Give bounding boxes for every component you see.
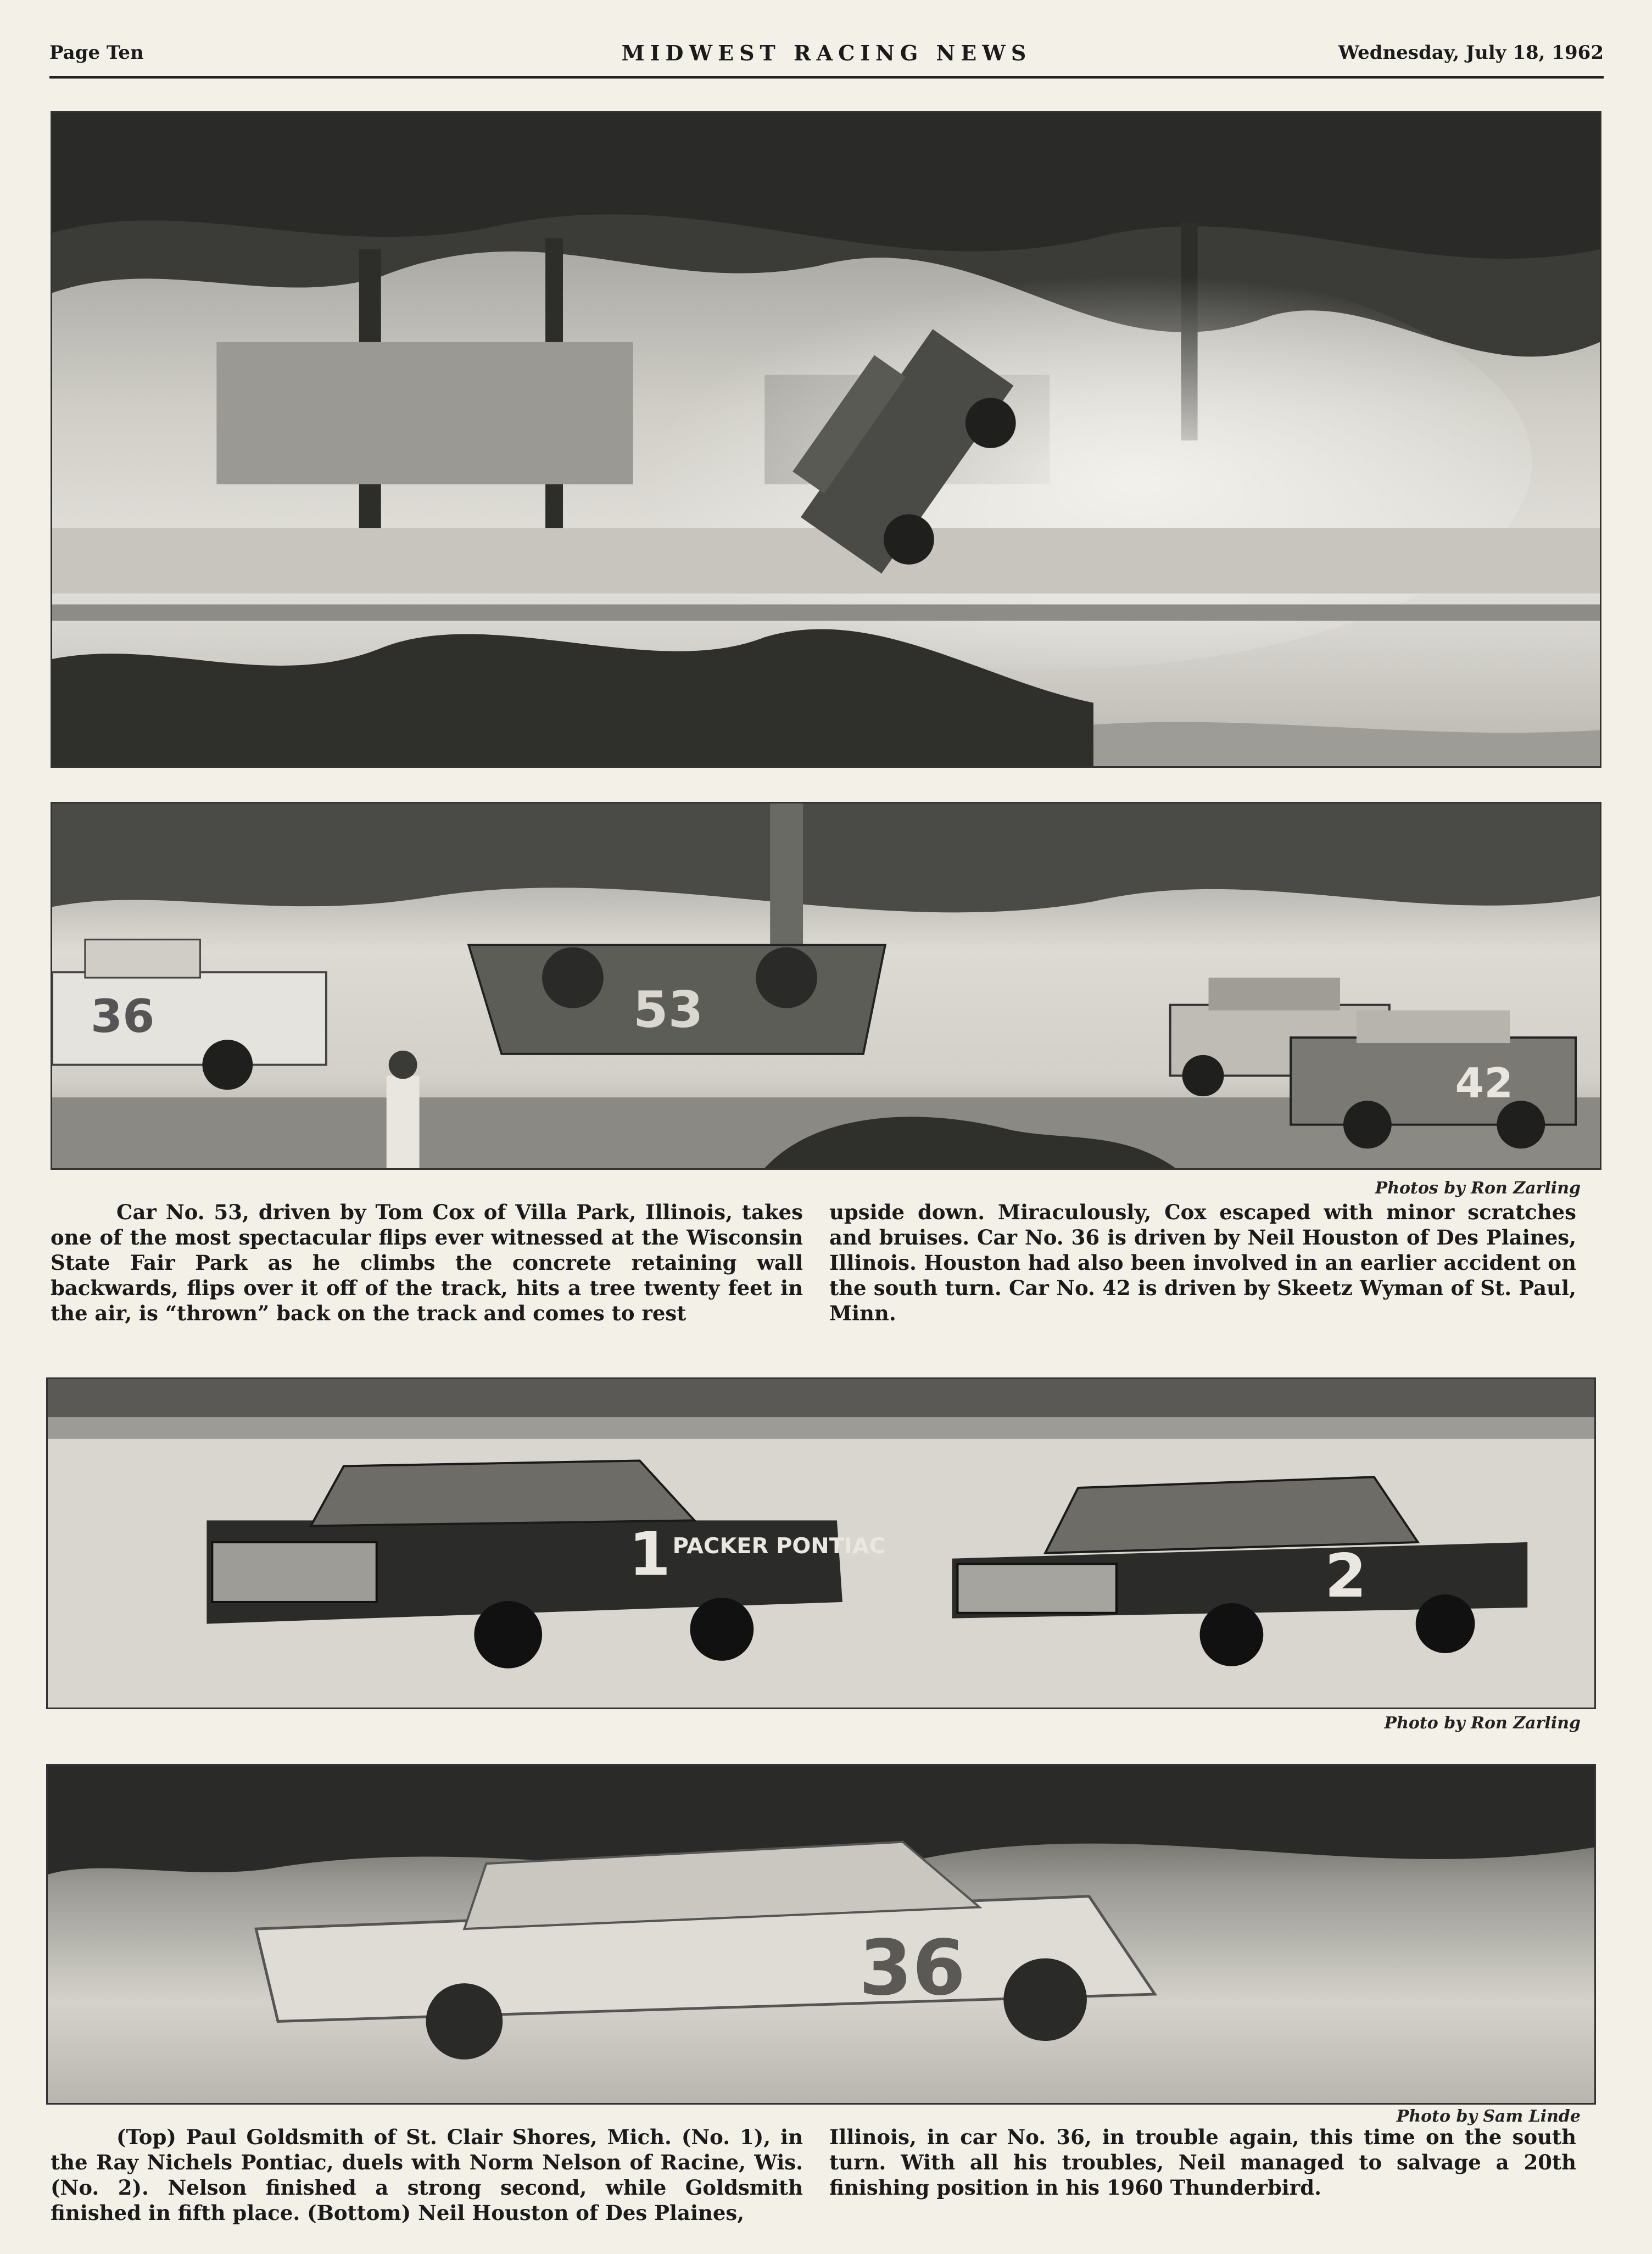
caption-duel-col1 (51, 2124, 803, 2225)
caption-duel-text-2: Illinois, in car No. 36, in trouble again, this time on the south turn. With all his troubles, Neil managed to salvage a 20th finishing position in his 1960 Thunderbird. (829, 2125, 1576, 2200)
car-number-36-left: 36 (90, 989, 155, 1044)
caption-wreck-text-1: Car No. 53, driven by Tom Cox of Villa Park, Illinois, takes one of the most spectacular flips ever witnessed at the Wisconsin State Fair Park as he climbs the concrete retaining wall backwards, flips over it off of the track, hits a tree twenty feet in the air, is “thrown” back on the track and comes to rest (51, 1200, 803, 1325)
photo-wreck-scene (51, 802, 1601, 1170)
car-number-36-tbird: 36 (858, 1923, 966, 2012)
car-number-42: 42 (1455, 1059, 1514, 1108)
photo-credit-top: Photos by Ron Zarling (1375, 1179, 1581, 1198)
car-53-upside-down (468, 945, 885, 1054)
car-number-2: 2 (1325, 1541, 1367, 1611)
photo-thunderbird-36 (46, 1764, 1596, 2105)
masthead-rule (49, 76, 1604, 79)
car-number-53: 53 (633, 980, 704, 1039)
photo-credit-middle: Photo by Ron Zarling (1384, 1714, 1581, 1733)
issue-date: Wednesday, July 18, 1962 (1338, 42, 1604, 64)
caption-duel-text-1: (Top) Paul Goldsmith of St. Clair Shores, Mich. (No. 1), in the Ray Nichels Pontiac, duels with Norm Nelson of Racine, Wis. (No. 2). Nelson finished a strong second, while Goldsmith finished in fifth place. (Bottom) Neil Houston of Des Plaines, (51, 2125, 803, 2225)
caption-duel-col2 (829, 2124, 1576, 2200)
photo-credit-bottom: Photo by Sam Linde (1396, 2107, 1581, 2126)
caption-wreck-col1 (51, 1199, 803, 1326)
caption-wreck-col2 (829, 1199, 1576, 1326)
photo-car-flip (51, 111, 1601, 768)
masthead (49, 38, 1604, 77)
caption-wreck-text-2: upside down. Miraculously, Cox escaped with minor scratches and bruises. Car No. 36 is driven by Neil Houston of Des Plaines, Illinois. Houston had also been involved in an earlier accident on the south turn. Car No. 42 is driven by Skeetz Wyman of St. Paul, Minn. (829, 1200, 1576, 1325)
pontiac-sponsor-text: PACKER PONTIAC (672, 1533, 885, 1559)
page-number: Page Ten (49, 42, 144, 64)
photo-pontiac-ford-duel (46, 1377, 1596, 1709)
newspaper-title: MIDWEST RACING NEWS (621, 41, 1032, 65)
car-number-1: 1 (628, 1519, 671, 1589)
